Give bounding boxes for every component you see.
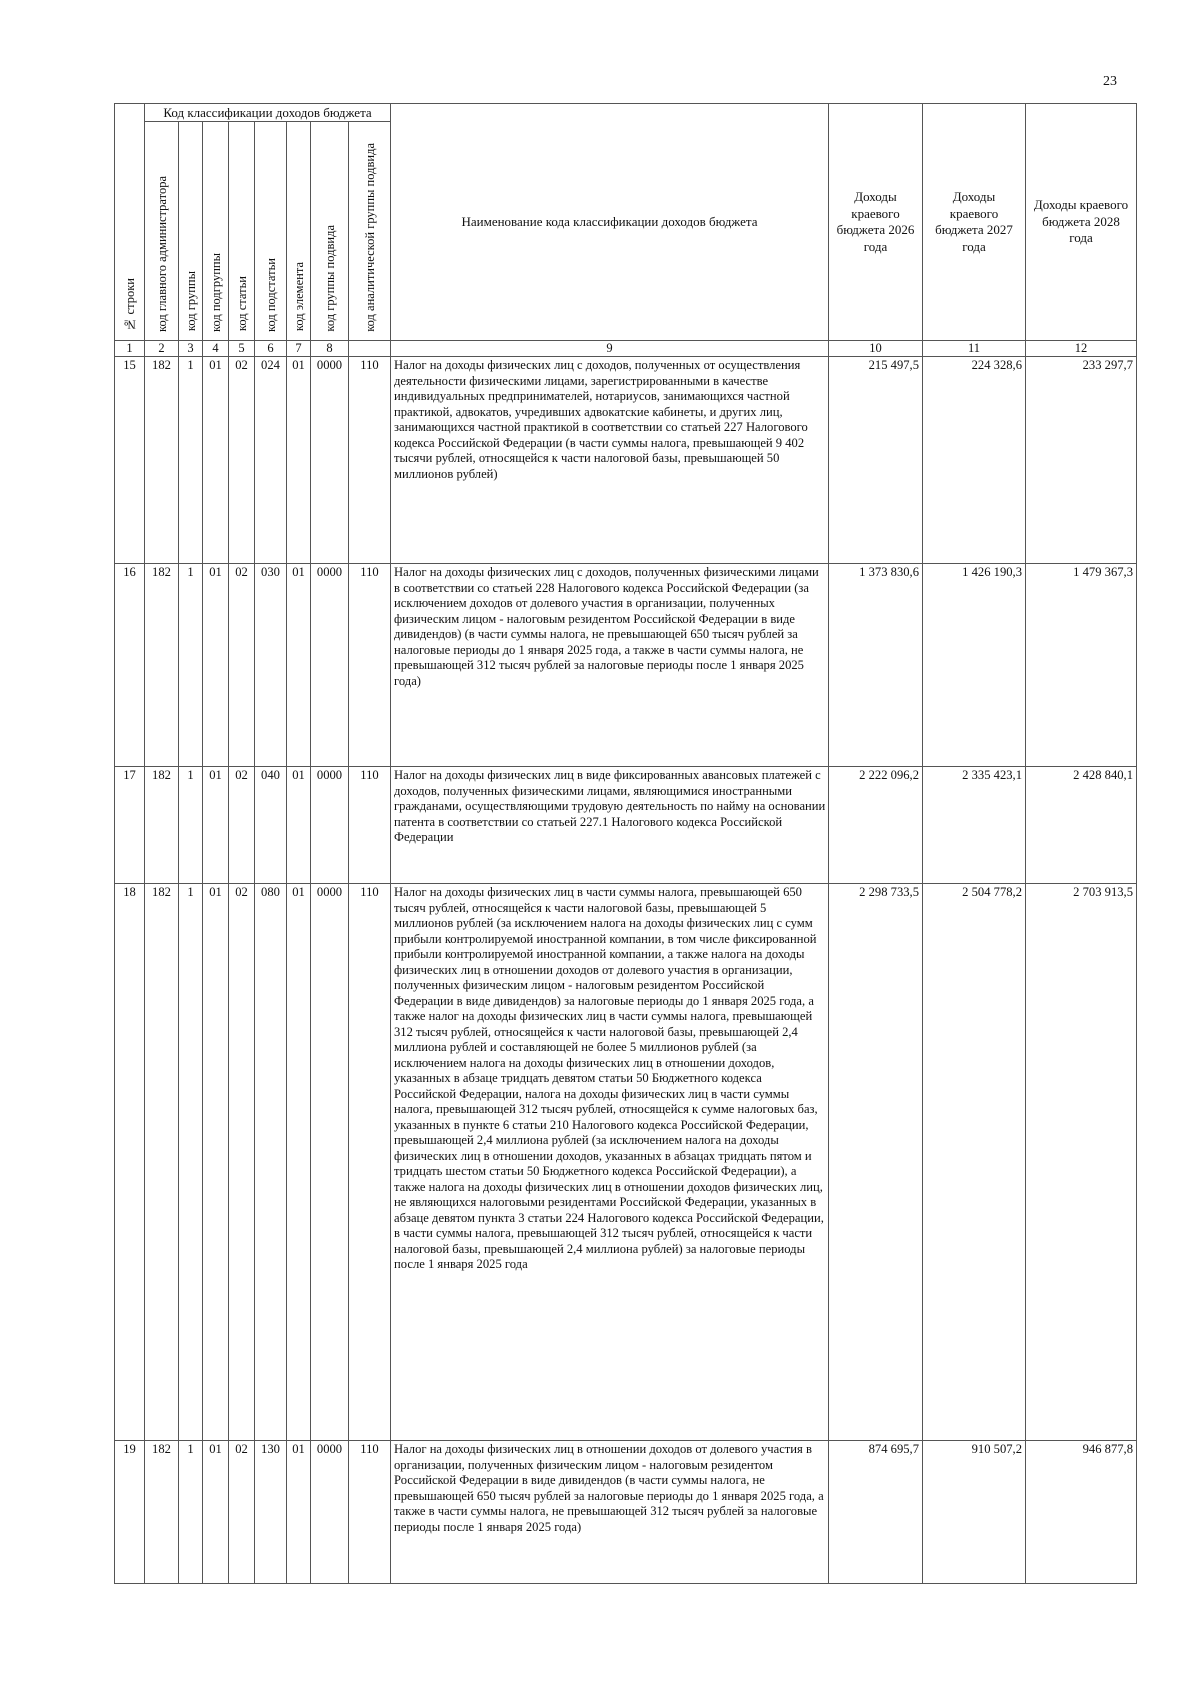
group-code: 1	[179, 357, 203, 564]
element-code: 01	[287, 1441, 311, 1584]
row-number: 19	[115, 1441, 145, 1584]
admin-code: 182	[145, 357, 179, 564]
subgroup-code: 01	[203, 357, 229, 564]
col-number: 4	[203, 341, 229, 357]
analytic-group-code: 110	[349, 884, 391, 1441]
header-element-code: код элемента	[287, 122, 311, 341]
element-code: 01	[287, 357, 311, 564]
subtype-group-code: 0000	[311, 884, 349, 1441]
subarticle-code: 080	[255, 884, 287, 1441]
header-admin-code: код главного администратора	[145, 122, 179, 341]
col-number: 7	[287, 341, 311, 357]
subarticle-code: 030	[255, 564, 287, 767]
group-code: 1	[179, 1441, 203, 1584]
income-2028: 2 703 913,5	[1026, 884, 1137, 1441]
subtype-group-code: 0000	[311, 1441, 349, 1584]
group-code: 1	[179, 884, 203, 1441]
subarticle-code: 024	[255, 357, 287, 564]
group-code: 1	[179, 564, 203, 767]
element-code: 01	[287, 884, 311, 1441]
admin-code: 182	[145, 1441, 179, 1584]
income-2026: 2 298 733,5	[829, 884, 923, 1441]
header-2028: Доходы краевого бюджета 2028 года	[1026, 104, 1137, 341]
income-2026: 1 373 830,6	[829, 564, 923, 767]
header-row-no: № строки	[115, 104, 145, 341]
col-number: 3	[179, 341, 203, 357]
header-subtype-group-code: код группы подвида	[311, 122, 349, 341]
subtype-group-code: 0000	[311, 357, 349, 564]
article-code: 02	[229, 564, 255, 767]
header-analytic-group-code: код аналитической группы подвида	[349, 122, 391, 341]
admin-code: 182	[145, 884, 179, 1441]
header-group-code: код группы	[179, 122, 203, 341]
col-number: 9	[391, 341, 829, 357]
header-2027: Доходы краевого бюджета 2027 года	[923, 104, 1026, 341]
element-code: 01	[287, 564, 311, 767]
row-number: 17	[115, 767, 145, 884]
article-code: 02	[229, 884, 255, 1441]
income-2027: 2 335 423,1	[923, 767, 1026, 884]
header-article-code: код статьи	[229, 122, 255, 341]
subtype-group-code: 0000	[311, 564, 349, 767]
col-number: 12	[1026, 341, 1137, 357]
analytic-group-code: 110	[349, 357, 391, 564]
table-row	[115, 564, 1137, 767]
col-number: 6	[255, 341, 287, 357]
article-code: 02	[229, 357, 255, 564]
table-row	[115, 357, 1137, 564]
income-2028: 946 877,8	[1026, 1441, 1137, 1584]
col-number: 1	[115, 341, 145, 357]
income-2026: 2 222 096,2	[829, 767, 923, 884]
article-code: 02	[229, 767, 255, 884]
article-code: 02	[229, 1441, 255, 1584]
page-number: 23	[1103, 74, 1117, 89]
income-2026: 215 497,5	[829, 357, 923, 564]
subarticle-code: 040	[255, 767, 287, 884]
header-name: Наименование кода классификации доходов бюджета	[391, 104, 829, 341]
row-number: 15	[115, 357, 145, 564]
table-row	[115, 767, 1137, 884]
income-2027: 910 507,2	[923, 1441, 1026, 1584]
admin-code: 182	[145, 564, 179, 767]
subgroup-code: 01	[203, 767, 229, 884]
header-subgroup-code: код подгруппы	[203, 122, 229, 341]
subgroup-code: 01	[203, 1441, 229, 1584]
element-code: 01	[287, 767, 311, 884]
income-2027: 1 426 190,3	[923, 564, 1026, 767]
col-number: 8	[311, 341, 349, 357]
col-number: 2	[145, 341, 179, 357]
analytic-group-code: 110	[349, 1441, 391, 1584]
income-2026: 874 695,7	[829, 1441, 923, 1584]
column-numbers-row	[115, 341, 1137, 357]
subarticle-code: 130	[255, 1441, 287, 1584]
income-code-name: Налог на доходы физических лиц в виде фиксированных авансовых платежей с доходов, полученных физическими лицами, являющимися иностранными гражданами, осуществляющими трудовую деятельность по найму на основании патента в соответствии со статьей 227.1 Налогового кодекса Российской Федерации	[391, 767, 829, 884]
income-code-name: Налог на доходы физических лиц с доходов, полученных физическими лицами в соответствии со статьей 228 Налогового кодекса Российской Федерации (за исключением доходов от долевого участия в организации, полученных физическим лицом - налоговым резидентом Российской Федерации в виде дивидендов) (в части суммы налога, не превышающей 650 тысяч рублей за налоговые периоды до 1 января 2025 года, а также в части суммы налога, не превышающей 312 тысяч рублей за налоговые периоды после 1 января 2025 года)	[391, 564, 829, 767]
analytic-group-code: 110	[349, 767, 391, 884]
col-number: 10	[829, 341, 923, 357]
header-subarticle-code: код подстатьи	[255, 122, 287, 341]
income-2028: 233 297,7	[1026, 357, 1137, 564]
admin-code: 182	[145, 767, 179, 884]
group-code: 1	[179, 767, 203, 884]
header-2026: Доходы краевого бюджета 2026 года	[829, 104, 923, 341]
col-number: 11	[923, 341, 1026, 357]
subtype-group-code: 0000	[311, 767, 349, 884]
col-number: 5	[229, 341, 255, 357]
income-2027: 224 328,6	[923, 357, 1026, 564]
subgroup-code: 01	[203, 564, 229, 767]
income-2027: 2 504 778,2	[923, 884, 1026, 1441]
analytic-group-code: 110	[349, 564, 391, 767]
header-code-group: Код классификации доходов бюджета	[145, 104, 391, 122]
income-code-name: Налог на доходы физических лиц с доходов, полученных от осуществления деятельности физическими лицами, зарегистрированными в качестве индивидуальных предпринимателей, нотариусов, занимающихся частной практикой, адвокатов, учредивших адвокатские кабинеты, и других лиц, занимающихся частной практикой в соответствии со статьей 227 Налогового кодекса Российской Федерации (в части суммы налога, превышающей 9 402 тысячи рублей, относящейся к части налоговой базы, превышающей 50 миллионов рублей)	[391, 357, 829, 564]
income-2028: 2 428 840,1	[1026, 767, 1137, 884]
row-number: 18	[115, 884, 145, 1441]
row-number: 16	[115, 564, 145, 767]
table-row	[115, 1441, 1137, 1584]
table-row	[115, 884, 1137, 1441]
income-code-name: Налог на доходы физических лиц в отношении доходов от долевого участия в организации, полученных физическим лицом - налоговым резидентом Российской Федерации в виде дивидендов (в части суммы налога, не превышающей 650 тысяч рублей за налоговые периоды до 1 января 2025 года, а также в части суммы налога, не превышающей 312 тысяч рублей за налоговые периоды после 1 января 2025 года)	[391, 1441, 829, 1584]
header-row-1	[115, 104, 1137, 122]
revenue-table	[114, 103, 1137, 1584]
income-code-name: Налог на доходы физических лиц в части суммы налога, превышающей 650 тысяч рублей, относящейся к части налоговой базы, превышающей 5 миллионов рублей (за исключением налога на доходы физических лиц с сумм прибыли контролируемой иностранной компании, в том числе фиксированной прибыли контролируемой иностранной компании, а также налога на доходы физических лиц в отношении доходов от долевого участия в организации, полученных физическим лицом - налоговым резидентом Российской Федерации в виде дивидендов) за налоговые периоды до 1 января 2025 года, а также налог на доходы физических лиц в части суммы налога, превышающей 312 тысяч рублей, относящейся к части налоговой базы, превышающей 2,4 миллиона рублей и составляющей не более 5 миллионов рублей (за исключением налога на доходы физических лиц в отношении доходов, указанных в абзаце тридцать девятом статьи 50 Бюджетного кодекса Российской Федерации, налога на доходы физических лиц в части суммы налога, превышающей 312 тысяч рублей, относящейся к сумме налоговых баз, указанных в пункте 6 статьи 210 Налогового кодекса Российской Федерации, превышающей 2,4 миллиона рублей (за исключением налога на доходы физических лиц в отношении доходов, указанных в абзацах тридцать пятом и тридцать шестом статьи 50 Бюджетного кодекса Российской Федерации), а также налога на доходы физических лиц в отношении доходов физических лиц, не являющихся налоговыми резидентами Российской Федерации, указанных в абзаце девятом пункта 3 статьи 224 Налогового кодекса Российской Федерации, в части суммы налога, превышающей 312 тысяч рублей, относящейся к части налоговой базы, превышающей 2,4 миллиона рублей) за налоговые периоды после 1 января 2025 года	[391, 884, 829, 1441]
income-2028: 1 479 367,3	[1026, 564, 1137, 767]
subgroup-code: 01	[203, 884, 229, 1441]
